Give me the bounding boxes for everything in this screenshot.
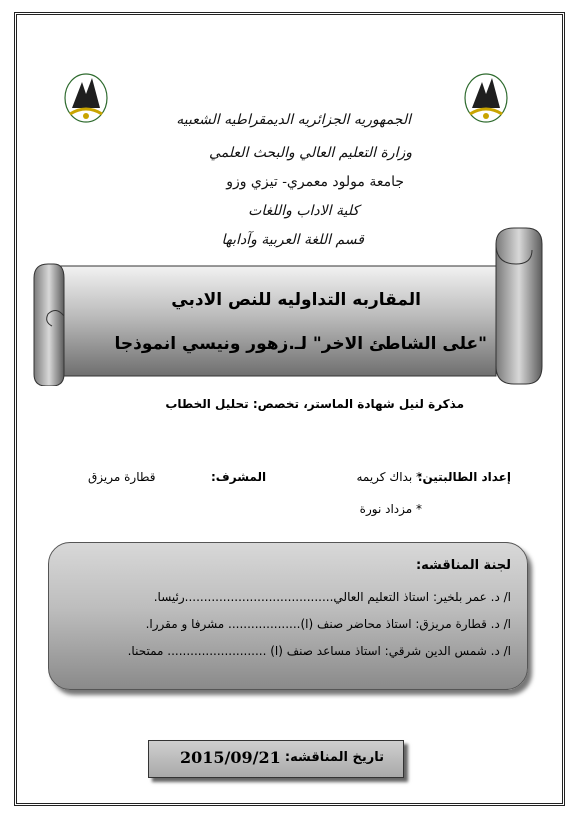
header-department: قسم اللغة العربية وآدابها	[221, 232, 364, 248]
jury-member: ا/ د. قطارة مريزق: استاذ محاضر صنف (ا)................... مشرفا و مقررا.	[145, 617, 511, 631]
supervisor-name: قطارة مريزق	[88, 470, 156, 484]
student-name: * مزداد نورة	[359, 502, 422, 516]
degree-line: مذكرة لنيل شهادة الماستر، تخصص: تحليل الخطاب	[165, 397, 464, 411]
header-republic: الجمهوريه الجزائريه الديمقراطيه الشعبيه	[176, 112, 411, 128]
supervisor-label: المشرف:	[211, 470, 267, 484]
thesis-title: المقاربه التداوليه للنص الادبي	[171, 290, 421, 310]
student-name: * بداك كريمه	[356, 470, 422, 484]
header-faculty: كلية الاداب واللغات	[248, 203, 359, 219]
jury-member: ا/ د. عمر بلخير: استاذ التعليم العالي.......................................رئيسا.	[153, 590, 511, 604]
defense-date: 2015/09/21	[180, 748, 281, 767]
defense-date-label: تاريخ المناقشه:	[284, 750, 384, 765]
thesis-subtitle-work: "على الشاطئ الاخر" لـ.زهور ونيسي انموذجا	[114, 334, 487, 354]
jury-member: ا/ د. شمس الدين شرقي: استاذ مساعد صنف (ا) .......................... ممتحنا.	[127, 644, 511, 658]
jury-title: لجنة المناقشه:	[415, 558, 511, 573]
university-logo-icon	[62, 68, 110, 124]
university-logo-icon	[462, 68, 510, 124]
students-label: إعداد الطالبتين:	[417, 470, 511, 484]
header-university: جامعة مولود معمري- تيزي وزو	[226, 174, 404, 190]
header-ministry: وزارة التعليم العالي والبحث العلمي	[209, 145, 412, 161]
